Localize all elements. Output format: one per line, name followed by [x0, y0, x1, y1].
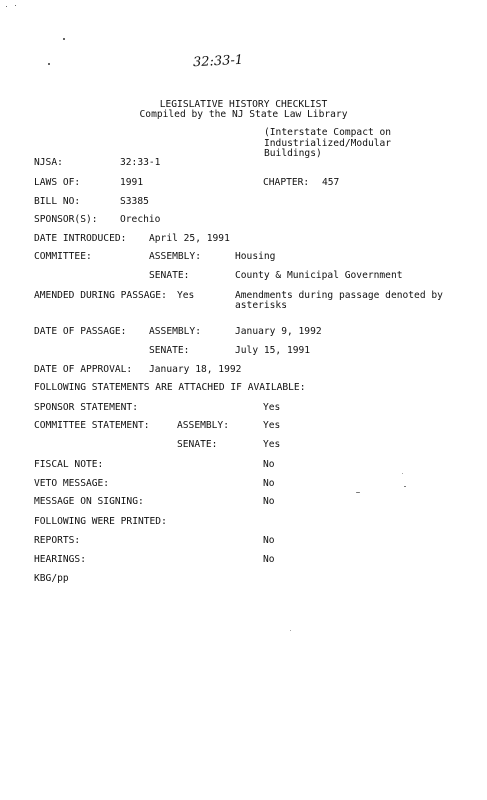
- sponsors-value: Orechio: [120, 214, 161, 225]
- amended-note-line-2: asterisks: [235, 300, 287, 311]
- committee-statement-assembly-value: Yes: [263, 420, 281, 431]
- chapter-value: 457: [322, 177, 340, 188]
- committee-statement-assembly-label: ASSEMBLY:: [177, 420, 229, 431]
- following-printed-heading: FOLLOWING WERE PRINTED:: [34, 516, 167, 527]
- reports-value: No: [263, 535, 275, 546]
- passage-senate-value: July 15, 1991: [235, 345, 311, 356]
- sponsor-statement-label: SPONSOR STATEMENT:: [34, 402, 138, 413]
- date-of-approval-label: DATE OF APPROVAL:: [34, 364, 133, 375]
- subject-line-1: (Interstate Compact on: [264, 127, 392, 138]
- message-on-signing-label: MESSAGE ON SIGNING:: [34, 496, 144, 507]
- message-on-signing-value: No: [263, 496, 275, 507]
- handwritten-number: 32:33-1: [192, 52, 244, 71]
- njsa-value: 32:33-1: [120, 157, 161, 168]
- scan-speck: [402, 473, 403, 474]
- sponsor-statement-value: Yes: [263, 402, 281, 413]
- committee-assembly-label: ASSEMBLY:: [149, 251, 201, 262]
- document-subtitle: Compiled by the NJ State Law Library: [139, 109, 348, 120]
- amended-note-line-1: Amendments during passage denoted by: [235, 290, 443, 301]
- bill-no-value: S3385: [120, 196, 149, 207]
- committee-statement-label: COMMITTEE STATEMENT:: [34, 420, 150, 431]
- date-of-approval-value: January 18, 1992: [149, 364, 242, 375]
- fiscal-note-label: FISCAL NOTE:: [34, 459, 104, 470]
- scan-speck: [404, 486, 406, 487]
- date-introduced-value: April 25, 1991: [149, 233, 230, 244]
- laws-of-value: 1991: [120, 177, 144, 188]
- scan-speck: [15, 5, 16, 6]
- amended-label: AMENDED DURING PASSAGE:: [34, 290, 167, 301]
- scan-speck: [48, 63, 50, 65]
- fiscal-note-value: No: [263, 459, 275, 470]
- reports-label: REPORTS:: [34, 535, 81, 546]
- committee-assembly-value: Housing: [235, 251, 276, 262]
- scan-speck: [290, 630, 291, 631]
- date-introduced-label: DATE INTRODUCED:: [34, 233, 127, 244]
- committee-label: COMMITTEE:: [34, 251, 92, 262]
- committee-statement-senate-value: Yes: [263, 439, 281, 450]
- document-title: LEGISLATIVE HISTORY CHECKLIST: [159, 99, 328, 110]
- hearings-label: HEARINGS:: [34, 554, 86, 565]
- date-of-passage-label: DATE OF PASSAGE:: [34, 326, 127, 337]
- passage-assembly-value: January 9, 1992: [235, 326, 322, 337]
- njsa-label: NJSA:: [34, 157, 63, 168]
- committee-senate-value: County & Municipal Government: [235, 270, 403, 281]
- committee-senate-label: SENATE:: [149, 270, 190, 281]
- laws-of-label: LAWS OF:: [34, 177, 81, 188]
- veto-message-label: VETO MESSAGE:: [34, 478, 110, 489]
- subject-line-2: Industrialized/Modular: [264, 138, 392, 149]
- scan-speck: [63, 38, 65, 40]
- subject-line-3: Buildings): [264, 148, 322, 159]
- chapter-label: CHAPTER:: [263, 177, 310, 188]
- passage-assembly-label: ASSEMBLY:: [149, 326, 201, 337]
- scan-speck: [356, 492, 360, 493]
- passage-senate-label: SENATE:: [149, 345, 190, 356]
- scan-speck: [6, 6, 7, 7]
- bill-no-label: BILL NO:: [34, 196, 81, 207]
- amended-value: Yes: [177, 290, 195, 301]
- hearings-value: No: [263, 554, 275, 565]
- initials: KBG/pp: [34, 573, 69, 584]
- sponsors-label: SPONSOR(S):: [34, 214, 98, 225]
- veto-message-value: No: [263, 478, 275, 489]
- following-attached-heading: FOLLOWING STATEMENTS ARE ATTACHED IF AVAILABLE:: [34, 382, 306, 393]
- committee-statement-senate-label: SENATE:: [177, 439, 218, 450]
